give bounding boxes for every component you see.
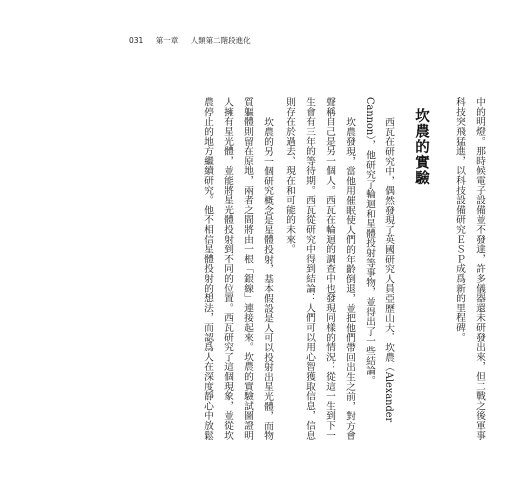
text-column: 人擁有星光體，並能將星光體投射到不同的位置。西瓦研究了這個現象，並從坎 (222, 97, 233, 440)
text-column: Cannon），他研究了輪迴和星體投射等事物，並得出了一些結論。 (364, 97, 375, 386)
text-column: 坎農的另一個研究概念是星體投射，基本假設是人可以投射出星光體，而物 (262, 117, 273, 441)
section-heading: 坎農的實驗 (413, 108, 430, 186)
text-column: 中的明燈。那時候電子設備並不發達，許多儀器還未研發出來，但二戰之後軍事 (474, 97, 485, 440)
text-column: 科技突飛猛進，以科技設備研究ＥＳＰ成爲新的里程碑。 (454, 97, 465, 342)
running-header (129, 36, 261, 46)
text-column: 西瓦在研究中，偶然發現了英國研究人員亞歷山大．坎農（Alexander (383, 117, 394, 423)
page-number: 031 (129, 36, 144, 45)
text-column: 聲稱自己是另一個人。西瓦在輪迴的調查中也發現同樣的情況：從這一生到下一 (324, 97, 335, 440)
chapter-title: 人類第二階段進化 (190, 36, 251, 45)
text-column: 則存在於過去、現在和可能的未來。 (284, 97, 295, 254)
text-column: 質軀體則留在原地，兩者之間將由一根「銀線」連接起來。坎農的實驗試圖證明 (242, 97, 253, 440)
chapter-label: 第一章 (155, 36, 179, 45)
text-column: 農停止的地方繼續研究。他不相信星體投射的想法，而認爲人在深度靜心中放鬆 (202, 97, 213, 440)
text-column: 生會有三年的等待期。西瓦從研究中得到結論：人們可以用心智獲取信息，信息 (304, 97, 315, 440)
text-column: 坎農發現，當他用催眠使人們的年齡倒退，並把他們帶回出生之前，對方會 (344, 117, 355, 441)
